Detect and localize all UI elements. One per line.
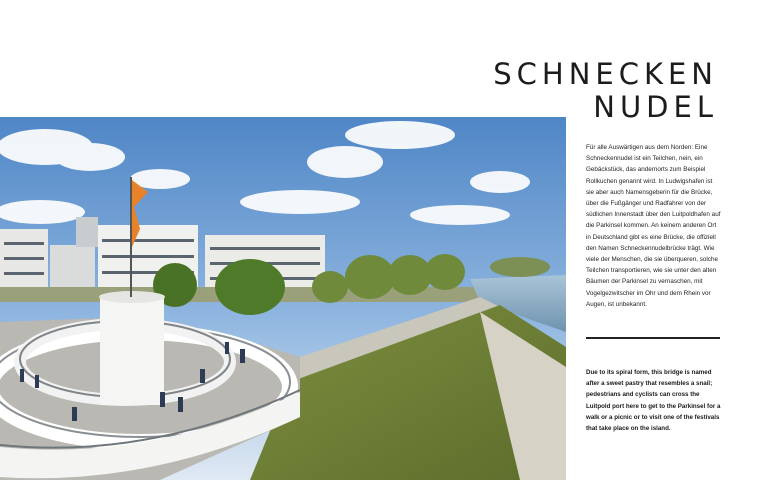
title-line-2: NUDEL: [593, 90, 718, 124]
german-body-text: Für alle Auswärtigen aus dem Norden: Eine Schneckennudel ist ein Teilchen, nein, ein Gebäckstück, das andernorts zum Beispiel Rollkuchen genannt wird. In Ludwigshafen ist sie aber auch Namensgeberin für die Brücke, über die Fußgänger und Radfahrer von der südlichen Innenstadt über den Luitpoldhafen auf die Parkinsel kommen. An keinem anderen Ort in Deutschland gibt es eine Brücke, die offiziell den Namen Schneckennudelbrücke trägt. Wie viele der Menschen, die sie überqueren, solche Teilchen transportieren, wie sie unter den alten Bäumen der Parkinsel zu vernaschen, mit Vogelgezwitscher im Ohr und dem Rhein vor Augen, ist unbekannt.: [586, 144, 721, 308]
english-caption-text: Due to its spiral form, this bridge is named after a sweet pastry that resembles a snail; pedestrians and cyclists can cross the Luitpold port here to get to the Parkinsel for a walk or a picnic or to visit one of the festivals that take place on the island.: [586, 369, 721, 433]
title-line-1: SCHNECKEN: [493, 57, 718, 91]
page-title: [493, 58, 718, 124]
section-divider: [586, 337, 720, 339]
spiral-bridge-photo: [0, 117, 566, 480]
